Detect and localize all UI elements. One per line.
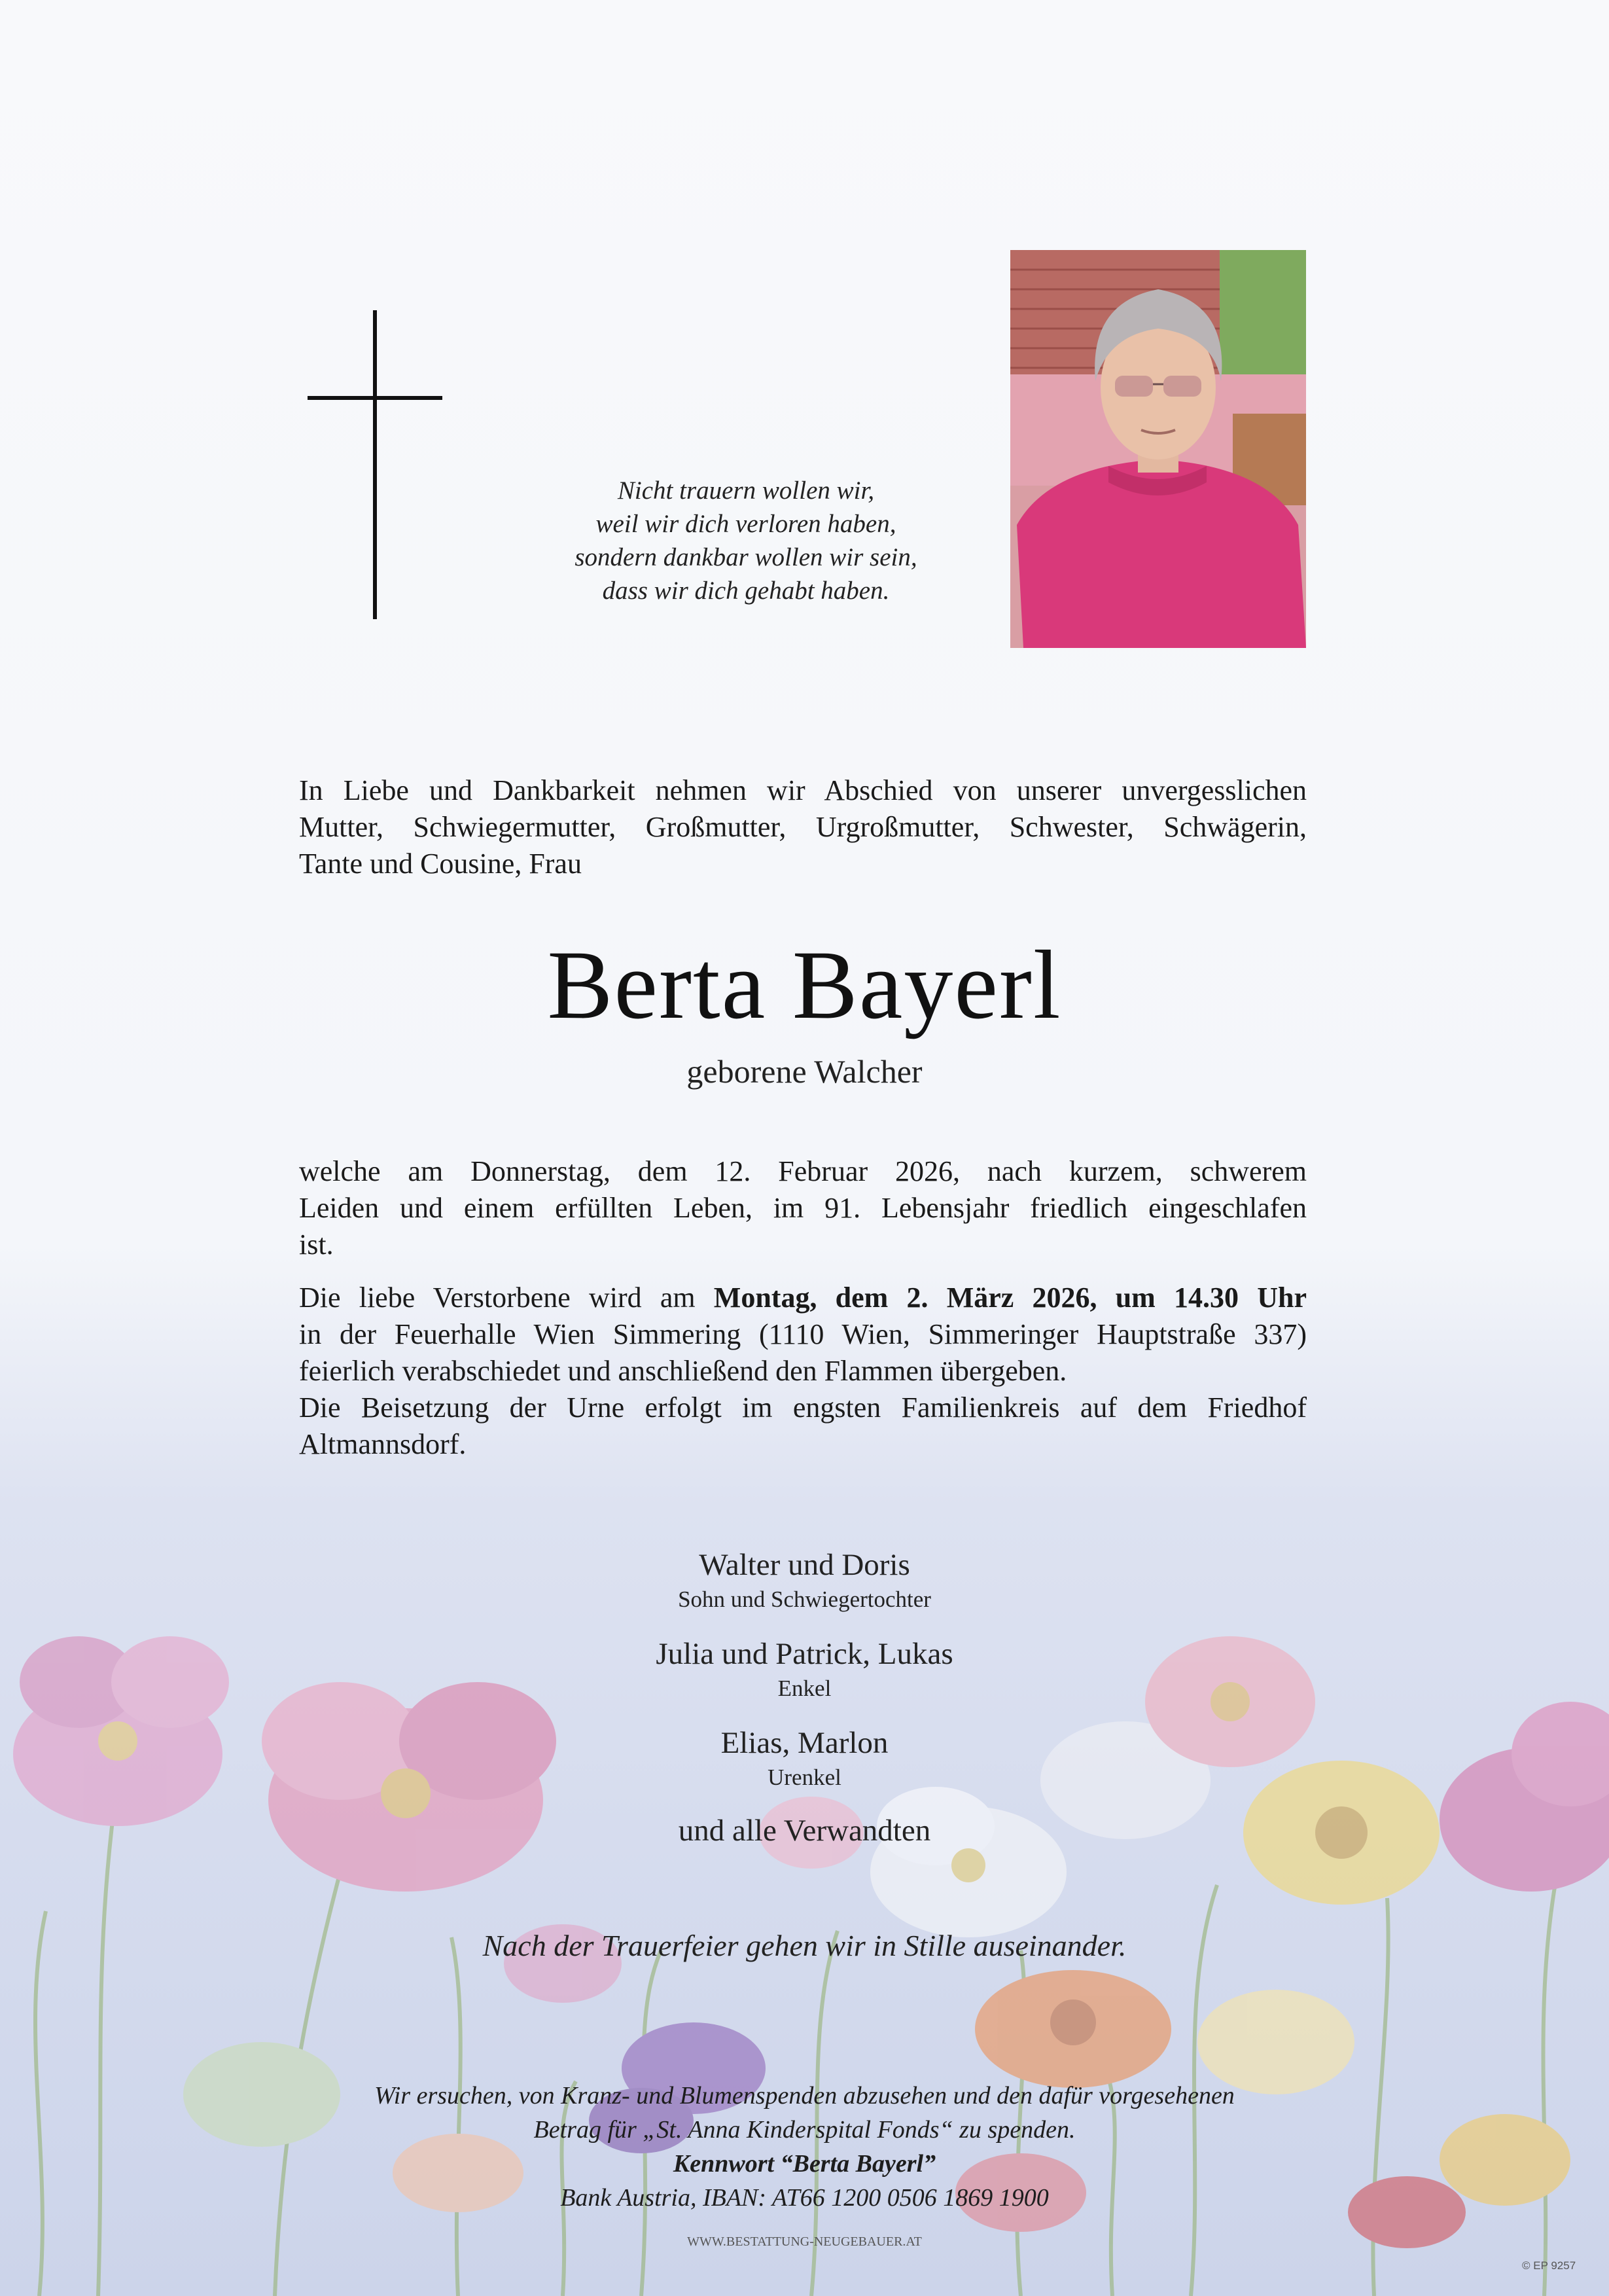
donation-request (0, 2079, 1609, 2215)
ceremony-details (299, 1280, 1307, 1463)
ceremony-prefix: Die liebe Verstorbene wird am (299, 1282, 714, 1314)
burial-line: Altmannsdorf. (299, 1428, 467, 1460)
ceremony-location: in der Feuerhalle Wien Simmering (1110 Wien, Simmeringer Hauptstraße 337) (299, 1318, 1307, 1350)
donation-bank: Bank Austria, IBAN: AT66 1200 0506 1869 1900 (560, 2184, 1049, 2212)
death-notice (299, 1153, 1307, 1263)
intro-text (299, 772, 1307, 882)
funeral-home-website: WWW.BESTATTUNG-NEUGEBAUER.AT (687, 2234, 922, 2249)
donation-line: Betrag für „St. Anna Kinderspital Fonds“ zu spenden. (533, 2116, 1076, 2144)
mourner-name: Walter und Doris (699, 1548, 910, 1582)
quote-line: sondern dankbar wollen wir sein, (575, 543, 917, 571)
cross-icon-horizontal (308, 396, 442, 400)
mourner-relation: Sohn und Schwiegertochter (678, 1587, 931, 1612)
quote-line: weil wir dich verloren haben, (595, 510, 896, 538)
intro-line: Mutter, Schwiegermutter, Großmutter, Urgroßmutter, Schwester, Schwägerin, (299, 811, 1307, 843)
mourner-relation: Enkel (777, 1676, 832, 1701)
burial-line: Die Beisetzung der Urne erfolgt im engsten Familienkreis auf dem Friedhof (299, 1391, 1307, 1424)
quote-line: Nicht trauern wollen wir, (617, 476, 875, 505)
ceremony-line (299, 1280, 1307, 1316)
deceased-name: Berta Bayerl (547, 931, 1062, 1039)
cross-icon-vertical (373, 310, 377, 619)
donation-keyword: Kennwort “Berta Bayerl” (673, 2150, 936, 2178)
intro-line: In Liebe und Dankbarkeit nehmen wir Abschied von unserer unvergesslichen (299, 774, 1307, 806)
relatives: und alle Verwandten (678, 1814, 931, 1848)
notice-line: Leiden und einem erfüllten Leben, im 91. Lebensjahr friedlich eingeschlafen (299, 1192, 1307, 1224)
memorial-quote (497, 474, 995, 607)
mourner-name: Julia und Patrick, Lukas (656, 1637, 953, 1671)
ceremony-line: feierlich verabschiedet und anschließend den Flammen übergeben. (299, 1355, 1067, 1387)
document-code: © EP 9257 (1522, 2259, 1576, 2272)
portrait-photo (1010, 250, 1306, 648)
mourner-name: Elias, Marlon (720, 1726, 889, 1760)
notice-line: ist. (299, 1229, 334, 1261)
closing-line: Nach der Trauerfeier gehen wir in Stille auseinander. (482, 1929, 1127, 1962)
quote-line: dass wir dich gehabt haben. (602, 577, 890, 605)
mourner-relation: Urenkel (768, 1765, 841, 1790)
notice-line: welche am Donnerstag, dem 12. Februar 2026, nach kurzem, schwerem (299, 1155, 1307, 1187)
intro-line: Tante und Cousine, Frau (299, 848, 582, 880)
donation-line: Wir ersuchen, von Kranz- und Blumenspenden abzusehen und den dafür vorgesehenen (374, 2082, 1235, 2109)
ceremony-date: Montag, dem 2. März 2026, um 14.30 Uhr (713, 1282, 1307, 1314)
birth-name: geborene Walcher (686, 1053, 923, 1090)
